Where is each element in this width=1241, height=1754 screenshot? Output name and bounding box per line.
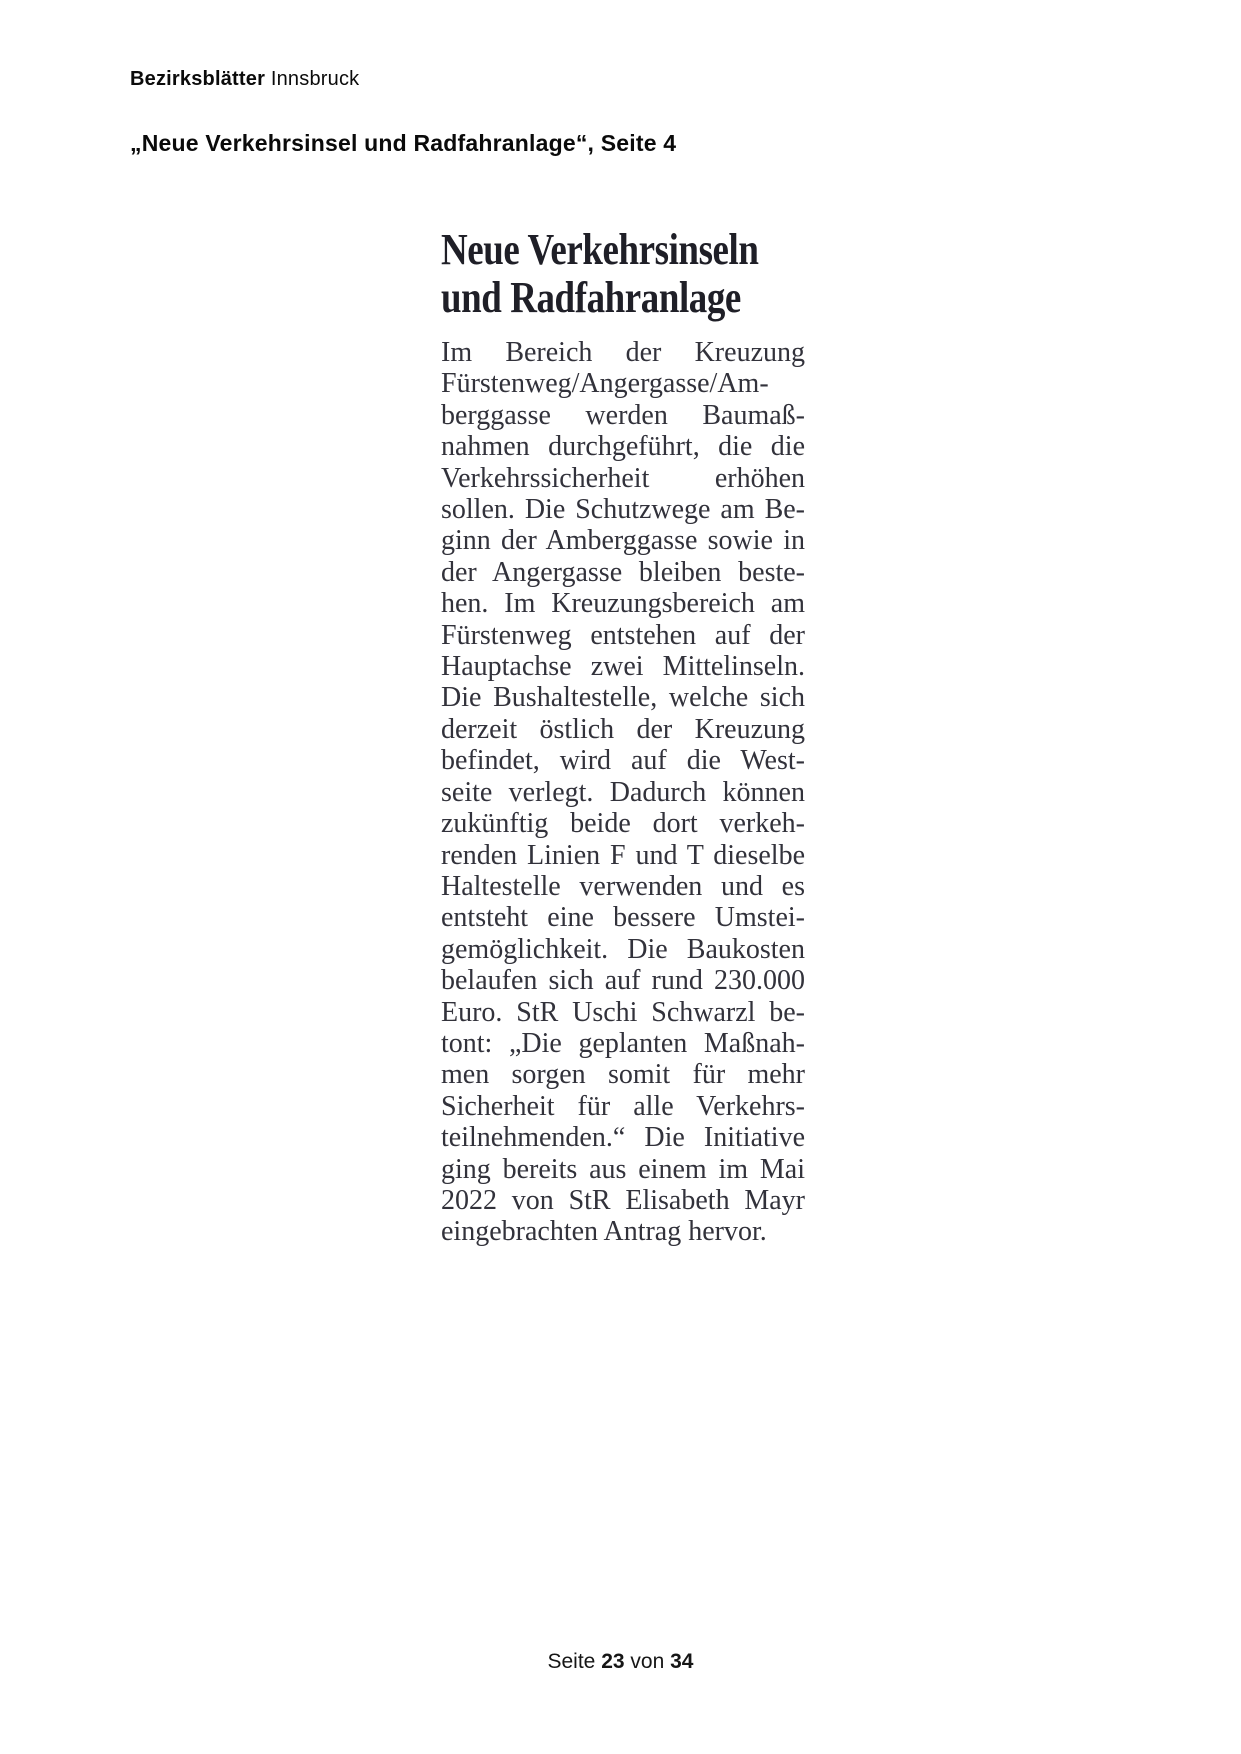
article-line: sollen. Die Schutzwege am Be- [441,494,805,526]
article-clipping [441,226,805,1248]
article-line: men sorgen somit für mehr [441,1059,805,1091]
article-line: berggasse werden Baumaß- [441,399,805,431]
article-line: derzeit östlich der Kreuzung [441,713,805,745]
article-line: Fürstenweg/Angergasse/Am- [441,368,769,400]
article-body [441,337,805,1248]
publication-line [130,68,359,91]
article-headline [441,226,805,322]
article-line: Hauptachse zwei Mittelinseln. [441,651,805,683]
article-line: Die Bushaltestelle, welche sich [441,682,805,714]
article-line: entsteht eine bessere Umstei- [441,902,805,934]
headline-line: und Radfahranlage [441,273,741,322]
article-line: seite verlegt. Dadurch können [441,776,805,808]
article-line: nahmen durchgeführt, die die [441,431,805,463]
article-line: Euro. StR Uschi Schwarzl be- [441,996,805,1028]
article-line: Fürstenweg entstehen auf der [441,619,805,651]
article-line: Verkehrssicherheit erhöhen [441,462,805,494]
footer-total-pages: 34 [670,1650,694,1673]
article-line: Haltestelle verwenden und es [441,870,805,902]
article-line: tont: „Die geplanten Maßnah- [441,1027,805,1059]
article-line: Sicherheit für alle Verkehrs- [441,1090,805,1122]
article-line: hen. Im Kreuzungsbereich am [441,588,805,620]
page-footer [0,1650,1241,1674]
article-line: teilnehmenden.“ Die Initiative [441,1122,805,1154]
article-line: ginn der Amberggasse sowie in [441,525,805,557]
headline-line: Neue Verkehrsinseln [441,225,759,274]
article-line: eingebrachten Antrag hervor. [441,1216,767,1248]
article-line: Im Bereich der Kreuzung [441,337,805,368]
publication-edition: Innsbruck [270,68,360,90]
article-line: ging bereits aus einem im Mai [441,1153,805,1185]
footer-current-page: 23 [601,1650,625,1673]
footer-separator: von [630,1650,665,1673]
article-line: gemöglichkeit. Die Baukosten [441,933,805,965]
publication-brand: Bezirksblätter [130,68,266,90]
article-line: der Angergasse bleiben beste- [441,556,805,588]
footer-label: Seite [547,1650,596,1673]
article-line: befindet, wird auf die West- [441,745,805,777]
article-line: renden Linien F und T dieselbe [441,839,805,871]
article-line: belaufen sich auf rund 230.000 [441,965,805,997]
article-line: 2022 von StR Elisabeth Mayr [441,1184,805,1216]
article-line: zukünftig beide dort verkeh- [441,808,805,840]
clipping-title: „Neue Verkehrsinsel und Radfahranlage“, Seite 4 [130,130,677,156]
